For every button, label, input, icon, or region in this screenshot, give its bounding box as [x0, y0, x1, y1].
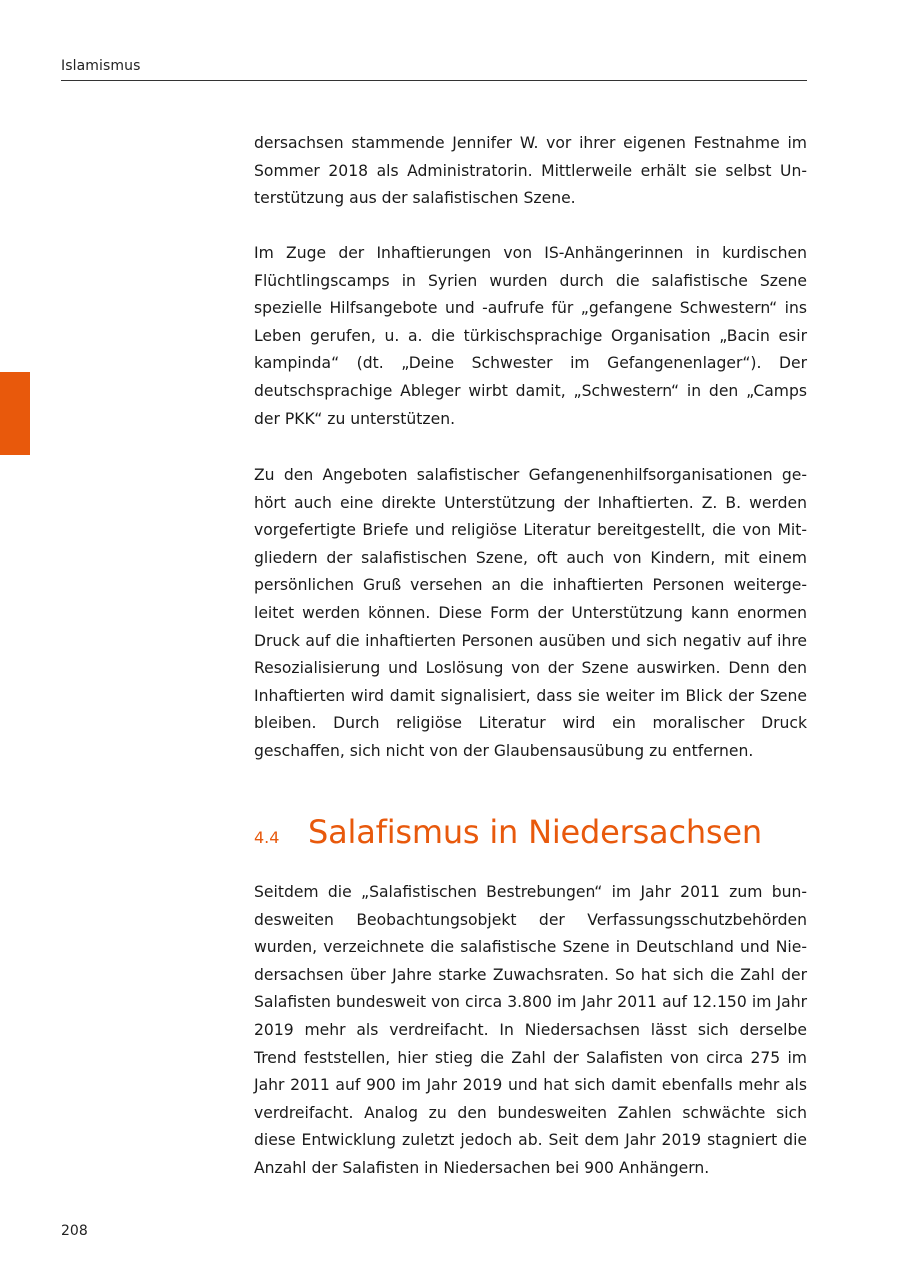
header-divider: [61, 80, 807, 81]
paragraph-4: Seitdem die „Salafistischen Bestrebungen“ im Jahr 2011 zum bundesweiten Beobachtungsobjekt der Verfassungsschutzbehörden wurden, verzeichnete die salafistische Szene in Deutschland und Niedersachsen über Jahre starke Zuwachsraten. So hat sich die Zahl der Salafisten bundesweit von circa 3.800 im Jahr 2011 auf 12.150 im Jahr 2019 mehr als verdreifacht. In Niedersachsen lässt sich derselbe Trend feststellen, hier stieg die Zahl der Salafisten von circa 275 im Jahr 2011 auf 900 im Jahr 2019 und hat sich damit ebenfalls mehr als verdreifacht. Analog zu den bundesweiten Zahlen schwächte sich diese Entwicklung zuletzt jedoch ab. Seit dem Jahr 2019 stagniert die Anzahl der Salafisten in Niedersachen bei 900 Anhängern.: [254, 883, 807, 1177]
paragraph-1: dersachsen stammende Jennifer W. vor ihrer eigenen Festnahme im Sommer 2018 als Administratorin. Mittlerweile erhält sie selbst Unterstützung aus der salafistischen Szene.: [254, 134, 807, 208]
paragraph-2: Im Zuge der Inhaftierungen von IS-Anhängerinnen in kurdischen Flüchtlingscamps in Syrien wurden durch die salafistische Szene spezielle Hilfsangebote und -aufrufe für „gefangene Schwestern“ ins Leben gerufen, u. a. die türkischsprachige Organisation „Bacin esir kampinda“ (dt. „Deine Schwester im Gefangenenlager“). Der deutschsprachige Ableger wirbt damit, „Schwestern“ in den „Camps der PKK“ zu unterstützen.: [254, 244, 807, 428]
paragraph-3: Zu den Angeboten salafistischer Gefangenenhilfsorganisationen gehört auch eine direkte Unterstützung der Inhaftierten. Z. B. werden vorgefertigte Briefe und religiöse Literatur bereitgestellt, die von Mitgliedern der salafistischen Szene, oft auch von Kindern, mit einem persönlichen Gruß versehen an die inhaftierten Personen weitergeleitet werden können. Diese Form der Unterstützung kann enormen Druck auf die inhaftierten Personen ausüben und sich negativ auf ihre Resozialisierung und Loslösung von der Szene auswirken. Denn den Inhaftierten wird damit signalisiert, dass sie weiter im Blick der Szene bleiben. Durch religiöse Literatur wird ein moralischer Druck geschaffen, sich nicht von der Glaubensausübung zu entfernen.: [254, 466, 807, 760]
page-number: 208: [61, 1223, 88, 1239]
chapter-marker-tab: [0, 372, 30, 455]
section-number: 4.4: [254, 828, 280, 847]
running-head-title: Islamismus: [61, 58, 141, 74]
section-title: Salafismus in Niedersachsen: [308, 813, 762, 851]
section-heading: [254, 810, 807, 860]
